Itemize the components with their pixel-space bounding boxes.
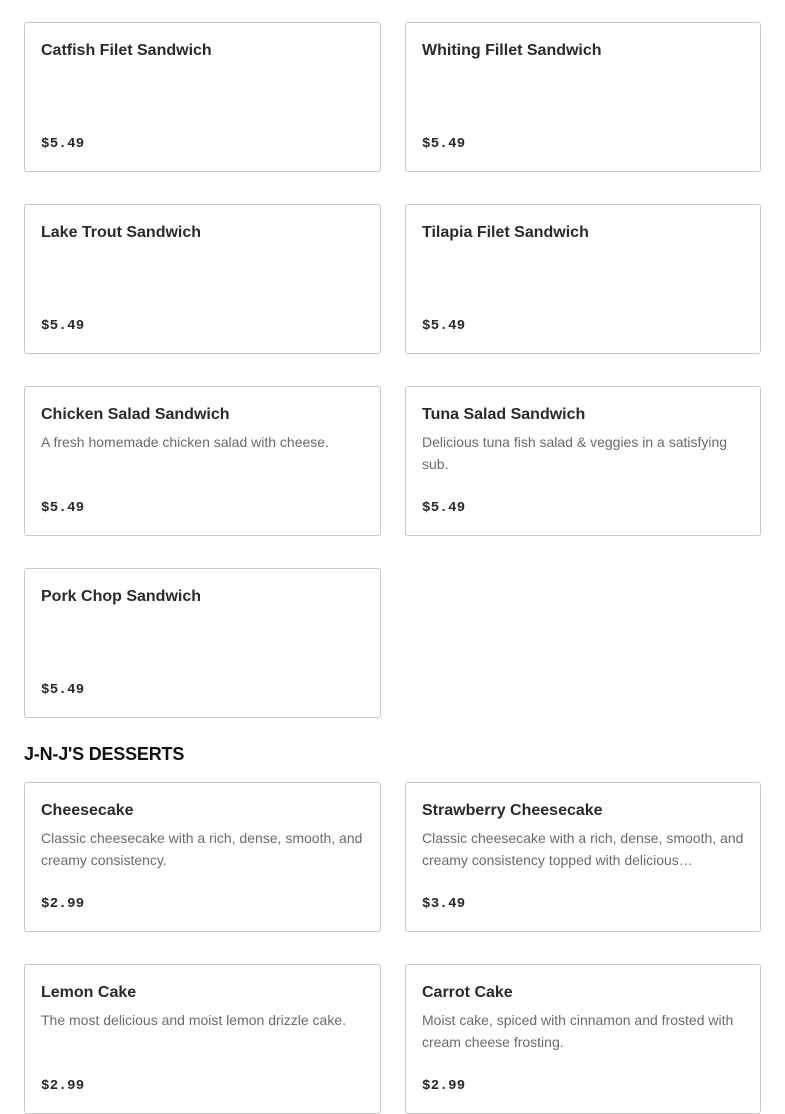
menu-item-price: $5.49 xyxy=(422,500,466,516)
menu-item-price: $5.49 xyxy=(41,136,85,152)
menu-item-card[interactable] xyxy=(405,204,761,354)
menu-item-price: $5.49 xyxy=(41,318,85,334)
menu-item-name: Carrot Cake xyxy=(422,984,513,1001)
menu-item-description: A fresh homemade chicken salad with cheese. xyxy=(41,434,329,450)
menu-item-card[interactable] xyxy=(24,964,381,1114)
menu-item-description: Delicious tuna fish salad & veggies in a satisfying sub. xyxy=(422,434,728,472)
menu-item-name: Strawberry Cheesecake xyxy=(422,802,603,819)
menu-item-card[interactable] xyxy=(405,964,761,1114)
menu-item-card[interactable] xyxy=(405,22,761,172)
menu-item-description: Classic cheesecake with a rich, dense, smooth, and creamy consistency topped with delicious… xyxy=(422,830,744,868)
menu-item-description: Classic cheesecake with a rich, dense, smooth, and creamy consistency. xyxy=(41,830,363,868)
menu-item-description: The most delicious and moist lemon drizzle cake. xyxy=(41,1012,347,1028)
menu-item-card[interactable] xyxy=(405,386,761,536)
menu-item-name: Catfish Filet Sandwich xyxy=(41,42,212,59)
menu-item-price: $5.49 xyxy=(41,682,85,698)
section-heading-desserts: J-N-J'S DESSERTS xyxy=(24,744,185,764)
menu-item-price: $5.49 xyxy=(41,500,85,516)
menu-item-name: Chicken Salad Sandwich xyxy=(41,406,230,423)
menu-item-name: Lake Trout Sandwich xyxy=(41,224,202,241)
menu-item-price: $2.99 xyxy=(422,1078,466,1094)
menu-item-price: $3.49 xyxy=(422,896,466,912)
menu-item-card[interactable] xyxy=(405,782,761,932)
menu-item-name: Tilapia Filet Sandwich xyxy=(422,224,589,241)
menu-item-price: $2.99 xyxy=(41,896,85,912)
menu-item-card[interactable] xyxy=(24,386,381,536)
menu-item-card[interactable] xyxy=(24,568,381,718)
menu-item-description: Moist cake, spiced with cinnamon and frosted with cream cheese frosting. xyxy=(422,1012,734,1050)
menu-item-price: $5.49 xyxy=(422,318,466,334)
menu-item-name: Whiting Fillet Sandwich xyxy=(422,42,602,59)
menu-item-price: $2.99 xyxy=(41,1078,85,1094)
menu-item-price: $5.49 xyxy=(422,136,466,152)
menu-item-name: Tuna Salad Sandwich xyxy=(422,406,586,423)
menu-item-card[interactable] xyxy=(24,782,381,932)
menu-item-name: Lemon Cake xyxy=(41,984,137,1001)
menu-item-name: Cheesecake xyxy=(41,802,134,819)
menu-item-card[interactable] xyxy=(24,22,381,172)
menu-item-card[interactable] xyxy=(24,204,381,354)
menu-item-name: Pork Chop Sandwich xyxy=(41,588,202,605)
